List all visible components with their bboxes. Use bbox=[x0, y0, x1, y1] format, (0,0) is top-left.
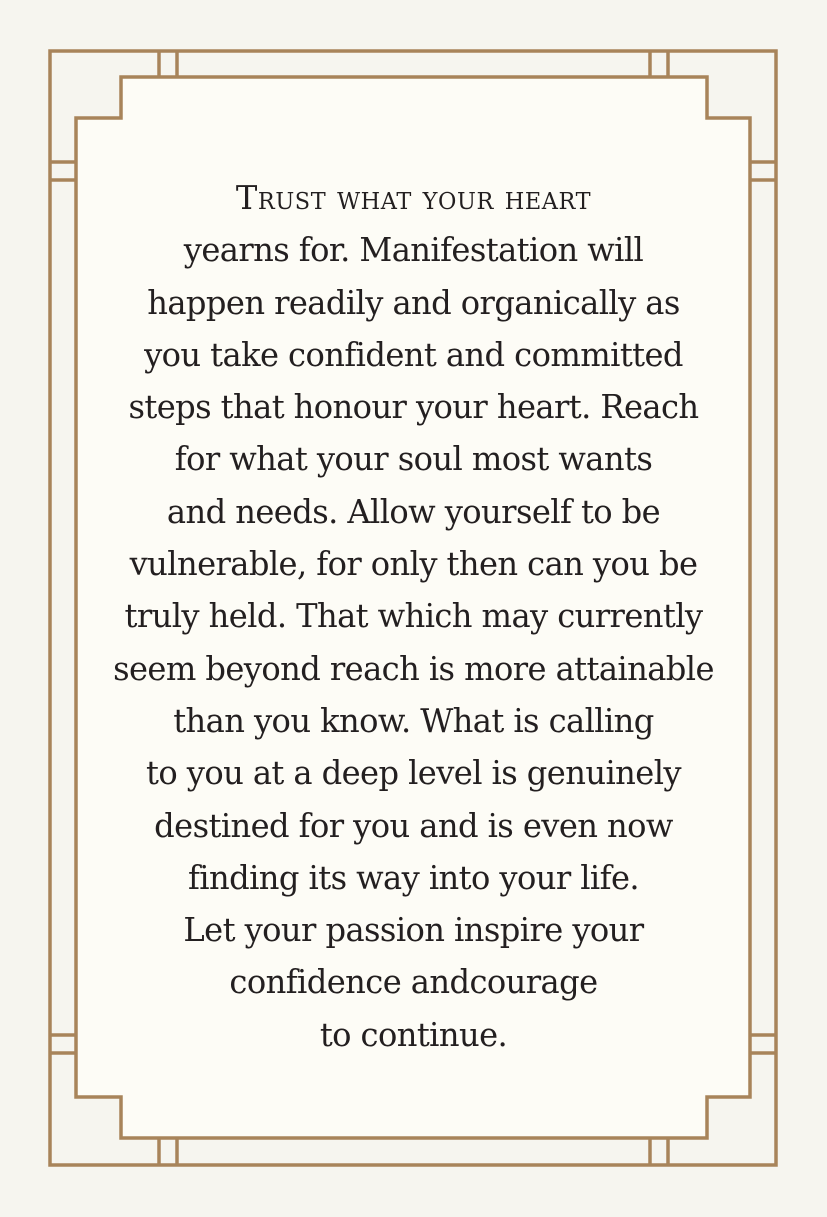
card-text-line: seem beyond reach is more attainable bbox=[113, 648, 714, 688]
card-text-line: you take confident and committed bbox=[144, 334, 683, 374]
card-message bbox=[90, 172, 737, 1061]
card-text-line: truly held. That which may currently bbox=[124, 596, 703, 636]
card-text-line: finding its way into your life. bbox=[187, 857, 640, 897]
card-text-line: confidence andcourage bbox=[229, 962, 598, 1002]
card-text-line: for what your soul most wants bbox=[174, 439, 653, 479]
card-text-line: than you know. What is calling bbox=[173, 700, 654, 740]
card-text-line: to continue. bbox=[319, 1014, 508, 1054]
card-text-line: destined for you and is even now bbox=[154, 805, 673, 845]
card-text-line: happen readily and organically as bbox=[147, 282, 680, 322]
card-text-line: to you at a deep level is genuinely bbox=[146, 753, 681, 793]
card-text-line: and needs. Allow yourself to be bbox=[166, 491, 661, 531]
card-text-line: vulnerable, for only then can you be bbox=[129, 544, 698, 584]
card-lead-line: Trust what your heart bbox=[235, 178, 592, 217]
card-text-line: Let your passion inspire your bbox=[183, 910, 644, 950]
card-text-line: steps that honour your heart. Reach bbox=[128, 387, 699, 427]
card-text-line: yearns for. Manifestation will bbox=[183, 230, 644, 270]
